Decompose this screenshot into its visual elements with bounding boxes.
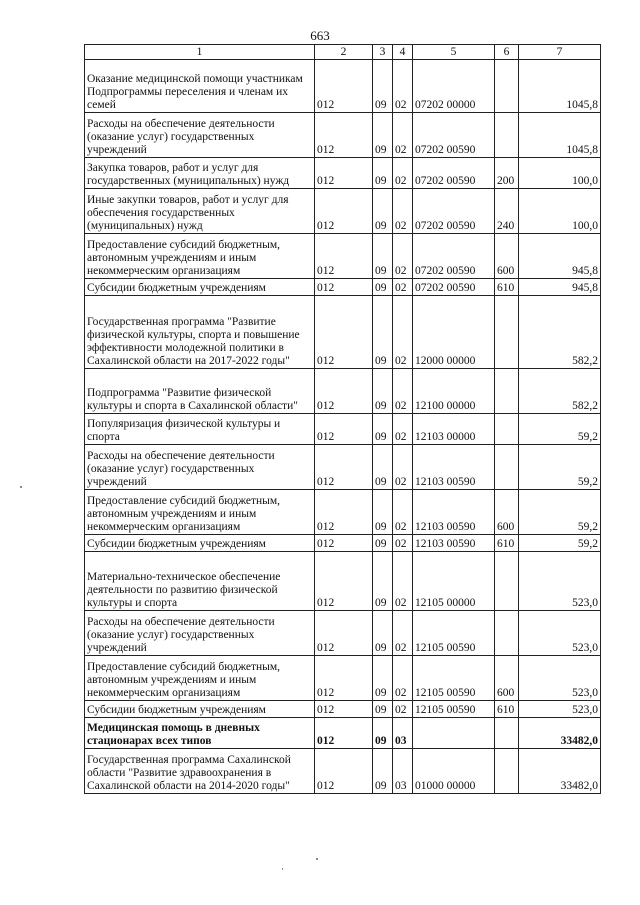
row-name: Предоставление субсидий бюджетным, автономным учреждениям и иным некоммерческим организациям (85, 490, 315, 535)
row-name: Расходы на обеспечение деятельности (оказание услуг) государственных учреждений (85, 611, 315, 656)
ministry-code: 012 (315, 296, 373, 369)
ministry-code: 012 (315, 552, 373, 611)
expense-type-code: 610 (495, 701, 519, 718)
scan-speck (20, 486, 22, 488)
section-code: 09 (373, 234, 393, 279)
row-name: Материально-техническое обеспечение деятельности по развитию физической культуры и спорта (85, 552, 315, 611)
row-name: Закупка товаров, работ и услуг для государственных (муниципальных) нужд (85, 158, 315, 189)
section-code: 09 (373, 369, 393, 414)
row-name: Субсидии бюджетным учреждениям (85, 535, 315, 552)
section-code: 09 (373, 158, 393, 189)
row-name: Расходы на обеспечение деятельности (оказание услуг) государственных учреждений (85, 445, 315, 490)
row-name: Государственная программа "Развитие физической культуры, спорта и повышение эффективности молодежной политики в Сахалинской области на 2017-2022 годы" (85, 296, 315, 369)
subsection-code: 02 (393, 113, 413, 158)
section-code: 09 (373, 535, 393, 552)
subsection-code: 02 (393, 445, 413, 490)
table-row (85, 414, 601, 445)
table-row (85, 234, 601, 279)
column-header: 5 (413, 45, 495, 60)
row-name: Подпрограмма "Развитие физической культуры и спорта в Сахалинской области" (85, 369, 315, 414)
section-code: 09 (373, 701, 393, 718)
row-name: Субсидии бюджетным учреждениям (85, 701, 315, 718)
target-article-code: 12105 00000 (413, 552, 495, 611)
expense-type-code: 600 (495, 490, 519, 535)
subsection-code: 02 (393, 189, 413, 234)
section-code: 09 (373, 60, 393, 113)
table-row (85, 718, 601, 749)
target-article-code: 07202 00590 (413, 113, 495, 158)
ministry-code: 012 (315, 445, 373, 490)
section-code: 09 (373, 749, 393, 794)
subsection-code: 02 (393, 279, 413, 296)
expense-type-code (495, 414, 519, 445)
ministry-code: 012 (315, 701, 373, 718)
target-article-code (413, 718, 495, 749)
expense-type-code: 200 (495, 158, 519, 189)
amount: 945,8 (519, 279, 601, 296)
page-number: 663 (310, 28, 330, 43)
target-article-code: 07202 00590 (413, 234, 495, 279)
target-article-code: 12105 00590 (413, 701, 495, 718)
row-name: Предоставление субсидий бюджетным, автономным учреждениям и иным некоммерческим организациям (85, 234, 315, 279)
column-header: 1 (85, 45, 315, 60)
expense-type-code (495, 445, 519, 490)
subsection-code: 02 (393, 414, 413, 445)
column-header: 6 (495, 45, 519, 60)
row-name: Медицинская помощь в дневных стационарах всех типов (85, 718, 315, 749)
expense-type-code (495, 611, 519, 656)
column-header: 3 (373, 45, 393, 60)
target-article-code: 12103 00590 (413, 535, 495, 552)
amount: 59,2 (519, 445, 601, 490)
amount: 59,2 (519, 490, 601, 535)
amount: 59,2 (519, 414, 601, 445)
row-name: Популяризация физической культуры и спорта (85, 414, 315, 445)
subsection-code: 02 (393, 296, 413, 369)
ministry-code: 012 (315, 414, 373, 445)
target-article-code: 12103 00000 (413, 414, 495, 445)
expense-type-code (495, 749, 519, 794)
target-article-code: 12105 00590 (413, 611, 495, 656)
ministry-code: 012 (315, 279, 373, 296)
ministry-code: 012 (315, 611, 373, 656)
section-code: 09 (373, 279, 393, 296)
subsection-code: 03 (393, 749, 413, 794)
target-article-code: 12103 00590 (413, 445, 495, 490)
target-article-code: 01000 00000 (413, 749, 495, 794)
target-article-code: 07202 00000 (413, 60, 495, 113)
row-name: Расходы на обеспечение деятельности (оказание услуг) государственных учреждений (85, 113, 315, 158)
table-row (85, 445, 601, 490)
table-row (85, 60, 601, 113)
target-article-code: 12000 00000 (413, 296, 495, 369)
ministry-code: 012 (315, 234, 373, 279)
section-code: 09 (373, 445, 393, 490)
amount: 582,2 (519, 296, 601, 369)
amount: 523,0 (519, 656, 601, 701)
amount: 582,2 (519, 369, 601, 414)
amount: 33482,0 (519, 718, 601, 749)
table-row (85, 701, 601, 718)
budget-table (84, 44, 601, 794)
section-code: 09 (373, 414, 393, 445)
expense-type-code: 240 (495, 189, 519, 234)
subsection-code: 02 (393, 490, 413, 535)
subsection-code: 02 (393, 369, 413, 414)
ministry-code: 012 (315, 189, 373, 234)
amount: 1045,8 (519, 60, 601, 113)
section-code: 09 (373, 189, 393, 234)
table-row (85, 113, 601, 158)
section-code: 09 (373, 296, 393, 369)
ministry-code: 012 (315, 113, 373, 158)
subsection-code: 02 (393, 611, 413, 656)
section-code: 09 (373, 718, 393, 749)
expense-type-code (495, 296, 519, 369)
amount: 1045,8 (519, 113, 601, 158)
subsection-code: 02 (393, 234, 413, 279)
table-row (85, 611, 601, 656)
expense-type-code (495, 60, 519, 113)
amount: 523,0 (519, 701, 601, 718)
target-article-code: 12103 00590 (413, 490, 495, 535)
subsection-code: 03 (393, 718, 413, 749)
target-article-code: 07202 00590 (413, 189, 495, 234)
table-row (85, 535, 601, 552)
column-header: 7 (519, 45, 601, 60)
amount: 100,0 (519, 189, 601, 234)
subsection-code: 02 (393, 552, 413, 611)
table-row (85, 158, 601, 189)
section-code: 09 (373, 490, 393, 535)
expense-type-code: 600 (495, 656, 519, 701)
column-header: 4 (393, 45, 413, 60)
amount: 59,2 (519, 535, 601, 552)
table-row (85, 369, 601, 414)
ministry-code: 012 (315, 60, 373, 113)
ministry-code: 012 (315, 490, 373, 535)
table-row (85, 296, 601, 369)
amount: 33482,0 (519, 749, 601, 794)
amount: 523,0 (519, 552, 601, 611)
row-name: Субсидии бюджетным учреждениям (85, 279, 315, 296)
ministry-code: 012 (315, 749, 373, 794)
section-code: 09 (373, 113, 393, 158)
table-row (85, 279, 601, 296)
target-article-code: 12100 00000 (413, 369, 495, 414)
expense-type-code: 610 (495, 279, 519, 296)
scan-speck (282, 868, 283, 870)
subsection-code: 02 (393, 158, 413, 189)
ministry-code: 012 (315, 158, 373, 189)
table-row (85, 189, 601, 234)
expense-type-code (495, 113, 519, 158)
row-name: Оказание медицинской помощи участникам Подпрограммы переселения и членам их семей (85, 60, 315, 113)
table-row (85, 749, 601, 794)
subsection-code: 02 (393, 535, 413, 552)
target-article-code: 12105 00590 (413, 656, 495, 701)
section-code: 09 (373, 611, 393, 656)
ministry-code: 012 (315, 656, 373, 701)
expense-type-code: 600 (495, 234, 519, 279)
expense-type-code: 610 (495, 535, 519, 552)
column-header: 2 (315, 45, 373, 60)
table-row (85, 552, 601, 611)
expense-type-code (495, 369, 519, 414)
amount: 945,8 (519, 234, 601, 279)
subsection-code: 02 (393, 60, 413, 113)
ministry-code: 012 (315, 718, 373, 749)
scan-speck (316, 858, 318, 860)
row-name: Государственная программа Сахалинской области "Развитие здравоохранения в Сахалинской области на 2014-2020 годы" (85, 749, 315, 794)
row-name: Иные закупки товаров, работ и услуг для обеспечения государственных (муниципальных) нужд (85, 189, 315, 234)
amount: 523,0 (519, 611, 601, 656)
table-row (85, 490, 601, 535)
section-code: 09 (373, 552, 393, 611)
target-article-code: 07202 00590 (413, 279, 495, 296)
column-number-header-row (85, 45, 601, 60)
section-code: 09 (373, 656, 393, 701)
amount: 100,0 (519, 158, 601, 189)
subsection-code: 02 (393, 656, 413, 701)
target-article-code: 07202 00590 (413, 158, 495, 189)
row-name: Предоставление субсидий бюджетным, автономным учреждениям и иным некоммерческим организациям (85, 656, 315, 701)
expense-type-code (495, 552, 519, 611)
expense-type-code (495, 718, 519, 749)
table-row (85, 656, 601, 701)
ministry-code: 012 (315, 369, 373, 414)
ministry-code: 012 (315, 535, 373, 552)
subsection-code: 02 (393, 701, 413, 718)
